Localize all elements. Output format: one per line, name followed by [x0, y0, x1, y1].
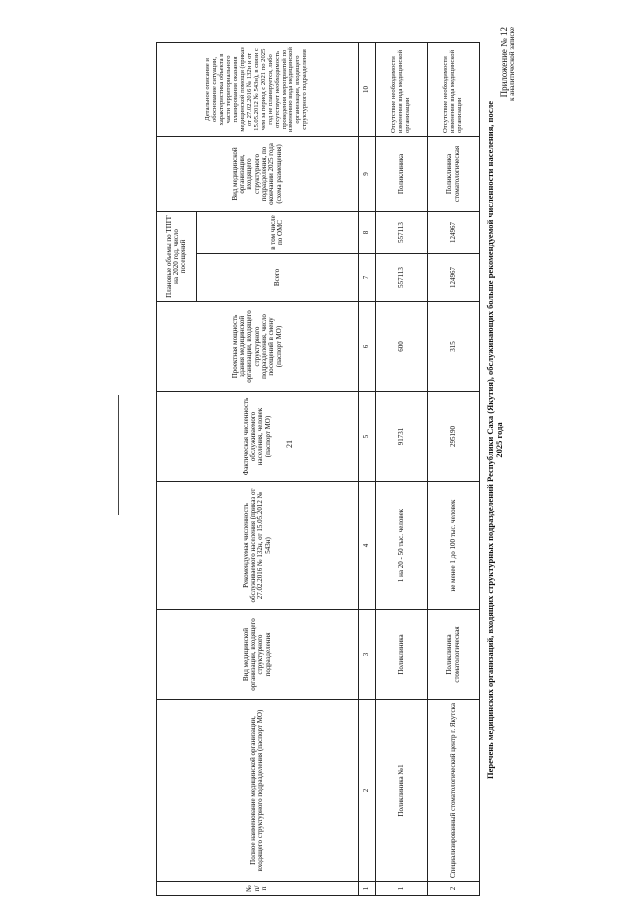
- row-no: 1: [376, 882, 428, 896]
- row-recommended: не менее 1 до 100 тыс. человек: [428, 482, 480, 610]
- header-name: Полное наименование медицинской организации, входящего структурного подразделения (паспорт МО): [157, 700, 359, 882]
- row-name: Поликлиника №1: [376, 700, 428, 882]
- document-title: Перечень медицинских организаций, входящих структурных подразделений Республики Саха (Якутия), обслуживающих больше рекомендуемой численности населения, после 2025 года: [485, 100, 504, 780]
- row-total: 557113: [376, 254, 428, 302]
- header-no: № п/п: [157, 882, 359, 896]
- appendix-title: Приложение № 12: [499, 27, 509, 98]
- table-row: [428, 42, 480, 895]
- appendix-subtitle: к аналитической записке: [508, 27, 517, 101]
- row-name: Специализированный стоматологический центр г. Якутска: [428, 700, 480, 882]
- col-number: 8: [358, 211, 376, 253]
- row-total: 124967: [428, 254, 480, 302]
- header-total: Всего: [197, 254, 358, 302]
- col-number: 2: [358, 700, 376, 882]
- row-type: Поликлиника стоматологическая: [428, 610, 480, 700]
- row-description: Отсутствие необходимости изменения вида медицинской организации: [428, 42, 480, 136]
- col-number: 10: [358, 42, 376, 136]
- col-number: 4: [358, 482, 376, 610]
- column-numbers-row: [358, 42, 376, 895]
- organizations-table: [156, 42, 480, 896]
- row-capacity: 315: [428, 302, 480, 392]
- col-number: 6: [358, 302, 376, 392]
- header-type: Вид медицинской организации, входящего структурного подразделения: [157, 610, 359, 700]
- header-description: Детальное описание и обоснование ситуации, характеристика объекта в части территориального планирования оказания медицинской помощи (приказ от 27.02.2016 № 132н и от 15.05.2012 № 543н), в связи с чем за период с 2021 по 2025 год не планируется, либо отсутствует необходимость проведения мероприятий по изменению вида медицинской организации, входящего структурного подразделения: [157, 42, 359, 136]
- header-planned-volumes: Плановые объемы по ТПГГ на 2020 год, число посещений: [157, 211, 197, 301]
- separator-line: [118, 395, 119, 515]
- col-number: 3: [358, 610, 376, 700]
- header-oms: в том числе по ОМС: [197, 211, 358, 253]
- row-type: Поликлиника: [376, 610, 428, 700]
- row-type-2025: Поликлиника стоматологическая: [428, 136, 480, 211]
- row-capacity: 600: [376, 302, 428, 392]
- row-no: 2: [428, 882, 480, 896]
- page-number: 21: [285, 440, 294, 448]
- col-number: 1: [358, 882, 376, 896]
- header-actual: Фактическая численность обслуживаемого населения, человек (паспорт МО): [157, 392, 359, 482]
- table-row: [376, 42, 428, 895]
- row-actual: 295190: [428, 392, 480, 482]
- row-type-2025: Поликлиника: [376, 136, 428, 211]
- col-number: 5: [358, 392, 376, 482]
- row-actual: 91731: [376, 392, 428, 482]
- col-number: 9: [358, 136, 376, 211]
- header-type-2025: Вид медицинской организации, входящего структурного подразделения, по окончании 2025 года (схема размещения): [157, 136, 359, 211]
- row-oms: 124967: [428, 211, 480, 253]
- row-oms: 557113: [376, 211, 428, 253]
- header-recommended: Рекомендуемая численность обслуживаемого населения (приказ от 27.02.2016 № 132н, от 15.05.2012 № 543н): [157, 482, 359, 610]
- row-recommended: 1 на 20 - 50 тыс. человек: [376, 482, 428, 610]
- row-description: Отсутствие необходимости изменения вида медицинской организации: [376, 42, 428, 136]
- header-capacity: Проектная мощность здания медицинской организации, входящего структурного подразделения, число посещений в смену (паспорт МО): [157, 302, 359, 392]
- col-number: 7: [358, 254, 376, 302]
